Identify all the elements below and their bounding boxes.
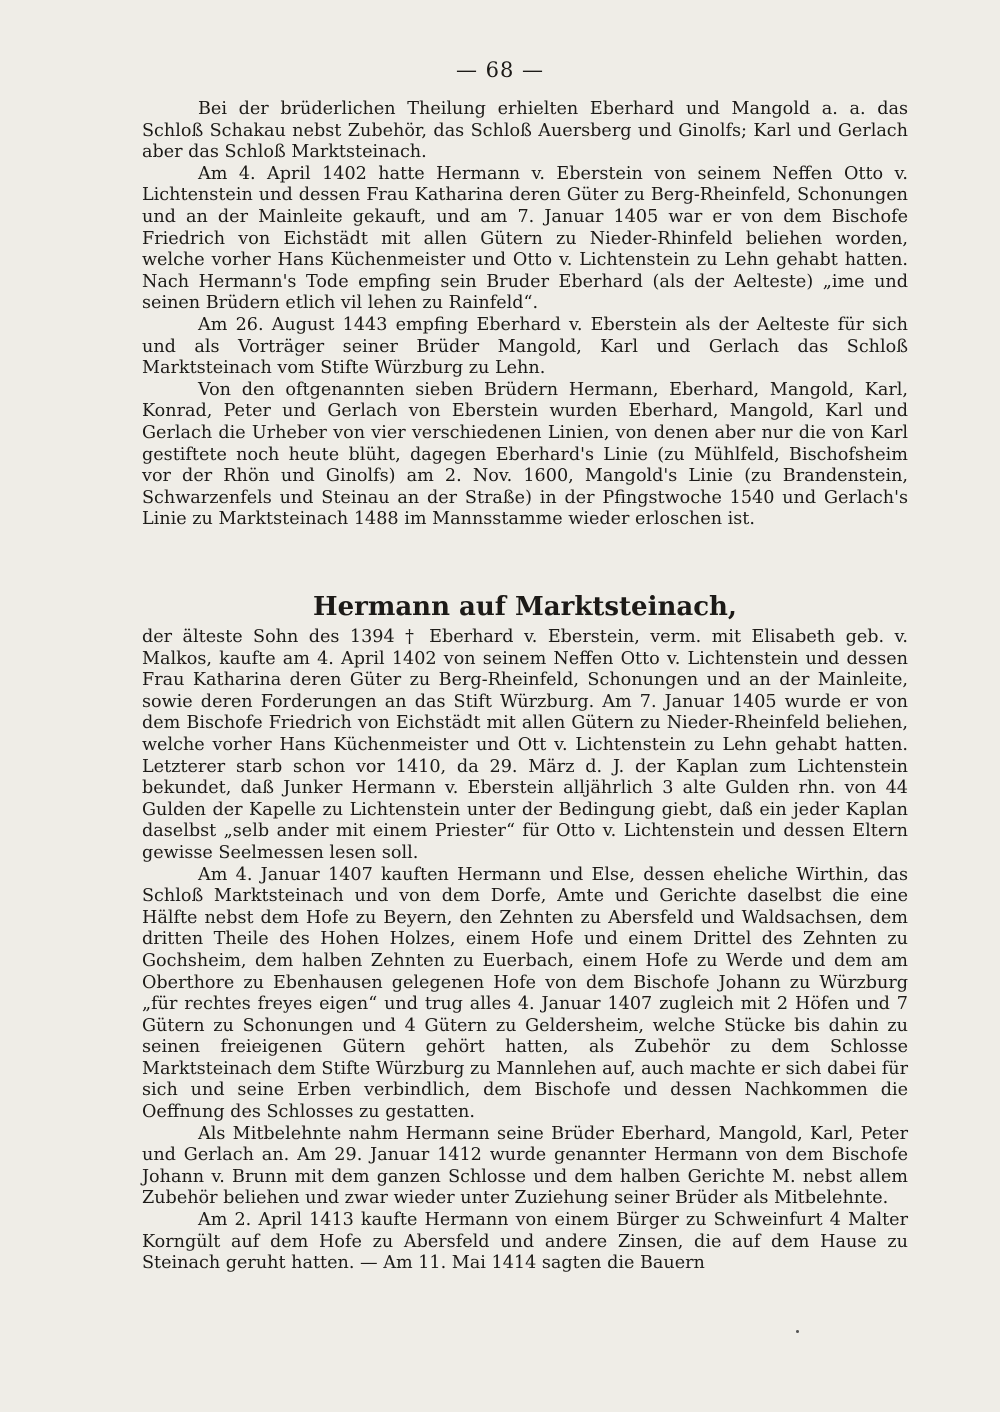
- text-block-top: [142, 99, 908, 531]
- paragraph: Am 4. April 1402 hatte Hermann v. Eberstein von seinem Neffen Otto v. Lichtenstein und dessen Frau Katharina deren Güter zu Berg-Rheinfeld, Schonungen und an der Mainleite gekauft, und am 7. Januar 1405 war er von dem Bischofe Friedrich von Eichstädt mit allen Gütern zu Nieder-Rhinfeld beliehen worden, welche vorher Hans Küchenmeister und Otto v. Lichtenstein zu Lehn gehabt hatten. Nach Hermann's Tode empfing sein Bruder Eberhard (als der Aelteste) „ime und seinen Brüdern etlich vil lehen zu Rainfeld“.: [142, 163, 908, 314]
- paragraph: Am 2. April 1413 kaufte Hermann von einem Bürger zu Schweinfurt 4 Malter Korngült auf dem Hofe zu Abersfeld und andere Zinsen, die auf dem Hause zu Steinach geruht hatten. — Am 11. Mai 1414 sagten die Bauern: [142, 1210, 908, 1274]
- paragraph: Am 4. Januar 1407 kauften Hermann und Else, dessen eheliche Wirthin, das Schloß Marktsteinach und von dem Dorfe, Amte und Gerichte daselbst die eine Hälfte nebst dem Hofe zu Beyern, den Zehnten zu Abersfeld und Waldsachsen, dem dritten Theile des Hohen Holzes, einem Hofe und einem Drittel des Zehnten zu Gochsheim, dem halben Zehnten zu Euerbach, einem Hofe zu Werde und dem am Oberthore zu Ebenhausen gelegenen Hofe von dem Bischofe Johann zu Würzburg „für rechtes freyes eigen“ und trug alles 4. Januar 1407 zugleich mit 2 Höfen und 7 Gütern zu Schonungen und 4 Gütern zu Geldersheim, welche Stücke bis dahin zu seinen freieigenen Gütern gehört hatten, als Zubehör zu dem Schlosse Marktsteinach dem Stifte Würzburg zu Mannlehen auf, auch machte er sich dabei für sich und seine Erben verbindlich, dem Bischofe und dessen Nachkommen die Oeffnung des Schlosses zu gestatten.: [142, 864, 908, 1123]
- section-heading: Hermann auf Marktsteinach,: [313, 592, 737, 622]
- paragraph: Bei der brüderlichen Theilung erhielten Eberhard und Mangold a. a. das Schloß Schakau nebst Zubehör, das Schloß Auersberg und Ginolfs; Karl und Gerlach aber das Schloß Marktsteinach.: [142, 99, 908, 163]
- paragraph: Von den oftgenannten sieben Brüdern Hermann, Eberhard, Mangold, Karl, Konrad, Peter und Gerlach von Eberstein wurden Eberhard, Mangold, Karl und Gerlach die Urheber von vier verschiedenen Linien, von denen aber nur die von Karl gestiftete noch heute blüht, dagegen Eberhard's Linie (zu Mühlfeld, Bischofsheim vor der Rhön und Ginolfs) am 2. Nov. 1600, Mangold's Linie (zu Brandenstein, Schwarzenfels und Steinau an der Straße) in der Pfingstwoche 1540 und Gerlach's Linie zu Marktsteinach 1488 im Mannsstamme wieder erloschen ist.: [142, 379, 908, 530]
- paragraph: Am 26. August 1443 empfing Eberhard v. Eberstein als der Aelteste für sich und als Vorträger seiner Brüder Mangold, Karl und Gerlach das Schloß Marktsteinach vom Stifte Würzburg zu Lehn.: [142, 314, 908, 379]
- page-number: — 68 —: [455, 58, 545, 82]
- ink-speck: [796, 1330, 799, 1333]
- text-block-bottom: [142, 627, 908, 1275]
- paragraph: der älteste Sohn des 1394 † Eberhard v. Eberstein, verm. mit Elisabeth geb. v. Malkos, kaufte am 4. April 1402 von seinem Neffen Otto v. Lichtenstein und dessen Frau Katharina deren Güter zu Berg-Rheinfeld, Schonungen und an der Mainleite, sowie deren Forderungen an das Stift Würzburg. Am 7. Januar 1405 wurde er von dem Bischofe Friedrich von Eichstädt mit allen Gütern zu Nieder-Rheinfeld beliehen, welche vorher Hans Küchenmeister und Ott v. Lichtenstein zu Lehn gehabt hatten. Letzterer starb schon vor 1410, da 29. März d. J. der Kaplan zum Lichtenstein bekundet, daß Junker Hermann v. Eberstein alljährlich 3 alte Gulden rhn. von 44 Gulden der Kapelle zu Lichtenstein unter der Bedingung giebt, daß ein jeder Kaplan daselbst „selb ander mit einem Priester“ für Otto v. Lichtenstein und dessen Eltern gewisse Seelmessen lesen soll.: [142, 627, 908, 863]
- paragraph: Als Mitbelehnte nahm Hermann seine Brüder Eberhard, Mangold, Karl, Peter und Gerlach an. Am 29. Januar 1412 wurde genannter Hermann von dem Bischofe Johann v. Brunn mit dem ganzen Schlosse und dem halben Gerichte M. nebst allem Zubehör beliehen und zwar wieder unter Zuziehung seiner Brüder als Mitbelehnte.: [142, 1123, 908, 1209]
